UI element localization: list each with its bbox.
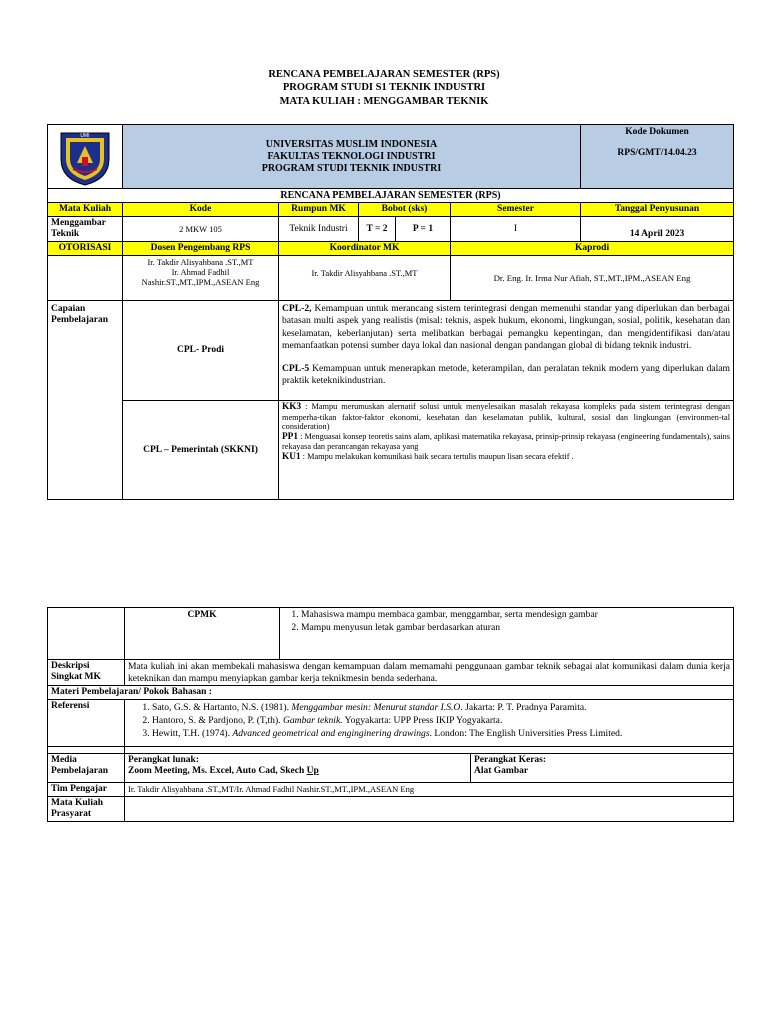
- prasyarat-value: [125, 797, 734, 822]
- col-header-bobot: Bobot (sks): [359, 203, 451, 217]
- doc-code-value: RPS/GMT/14.04.23: [617, 148, 697, 158]
- software-cell: [125, 754, 471, 783]
- logo-lettering: UMI: [80, 133, 90, 139]
- pp1-text: : Menguasai konsep teoretis sains alam, aplikasi matematika rekayasa, prinsip-prinsip rekayasa (engineering fundamentals), sains rekayasa dan perancangan rekayasa yang: [282, 431, 731, 452]
- course-rumpun: Teknik Industri: [279, 217, 359, 242]
- program-name: PROGRAM STUDI TEKNIK INDUSTRI: [261, 162, 442, 174]
- kk3-text: : Mampu merumuskan alernatif solusi untuk menyelesaikan masalah rekayasa kompleks pada sistem terintegrasi dengan memperha-tikan faktor-faktor ekonomi, kesehatan dan keselamatan publik, kultural, sosial dan lingkungan (environmen-tal consideration): [282, 402, 731, 432]
- materi-label: Materi Pembelajaran/ Pokok Bahasan :: [48, 686, 734, 700]
- tim-label: Tim Pengajar: [48, 783, 125, 797]
- course-code: 2 MKW 105: [123, 217, 279, 242]
- reference-item: 2. Hantoro, S. & Pardjono, P. (T,th). Gambar teknik. Yogyakarta: UPP Press IKIP Yogyakarta.: [152, 714, 730, 727]
- referensi-list: [128, 701, 730, 740]
- spacer-right: [125, 747, 734, 754]
- software-value: Zoom Meeting, Ms. Excel, Auto Cad, Skech Up: [128, 766, 319, 776]
- course-date: 14 April 2023: [581, 217, 734, 242]
- pp1-code: PP1: [282, 431, 299, 442]
- media-label: Media Pembelajaran: [48, 754, 125, 783]
- cpl-2-item: [282, 303, 730, 353]
- cpl-5-text: Kemampuan untuk menerapkan metode, keterampilan, dan peralatan teknik modern yang diperlukan dalam praktik keteknikindustrian.: [282, 362, 731, 387]
- pp1-item: [282, 432, 730, 452]
- doc-subtitle-program: PROGRAM STUDI S1 TEKNIK INDUSTRI: [282, 82, 486, 93]
- hardware-cell: [471, 754, 734, 783]
- dosen-name-2: Ir. Ahmad Fadhil Nashir.ST.,MT.,IPM.,ASEAN Eng: [141, 267, 260, 287]
- kk3-item: [282, 402, 730, 432]
- cpmk-content: [280, 608, 734, 660]
- reference-item: 1. Sato, G.S. & Hartanto, N.S. (1981). Menggambar mesin: Menurut standar I.S.O. Jakarta: P. T. Pradnya Paramita.: [152, 701, 730, 714]
- cpl-2-text: Kemampuan untuk merancang sistem terintegrasi dengan memenuhi standar yang diperlukan dan berbagai batasan multi aspek yang realistis (misal: teknis, aspek hukum, ekonomi, lingkungan, sosial, politik, kesehatan dan keselamatan, keberlanjutan) serta melibatkan berbagai pemangku kepentingan, dan mengidentifikasi dan/atau memanfaatkan potensi sumber daya lokal dan nasional dengan pandangan global di bidang teknik industri.: [282, 303, 731, 352]
- tim-value: Ir. Takdir Alisyahbana .ST.,MT/Ir. Ahmad Fadhil Nashir.ST.,MT.,IPM.,ASEAN Eng: [125, 783, 734, 797]
- dosen-header: Dosen Pengembang RPS: [123, 242, 279, 256]
- faculty-name: FAKULTAS TEKNOLOGI INDUSTRI: [267, 150, 436, 162]
- referensi-label: Referensi: [48, 700, 125, 747]
- col-header-rumpun: Rumpun MK: [279, 203, 359, 217]
- referensi-content: [125, 700, 734, 747]
- institution-cell: [123, 125, 581, 189]
- ku1-text: : Mampu melakukan komunikasi baik secara tertulis maupun lisan secara efektif .: [300, 451, 574, 461]
- doc-code-label: Kode Dokumen: [625, 127, 689, 137]
- hardware-value: Alat Gambar: [474, 766, 529, 776]
- deskripsi-label: Deskripsi Singkat MK: [48, 660, 125, 686]
- university-logo: [55, 129, 115, 187]
- cpl-5-code: CPL-5: [282, 362, 310, 374]
- kaprodi-name: Dr. Eng. Ir. Irma Nur Afiah, ST.,MT.,IPM.,ASEAN Eng: [451, 256, 734, 301]
- cpl-pemerintah-content: [279, 401, 734, 500]
- koordinator-header: Koordinator MK: [279, 242, 451, 256]
- software-label: Perangkat lunak:: [128, 755, 199, 765]
- cpl-5-item: [282, 363, 730, 388]
- course-bobot-praktik: P = 1: [396, 217, 451, 242]
- university-name: UNIVERSITAS MUSLIM INDONESIA: [265, 138, 438, 150]
- doc-code-cell: [581, 125, 734, 189]
- course-name: Menggambar Teknik: [48, 217, 123, 242]
- cpmk-item: 2. Mampu menyusun letak gambar berdasarkan aturan: [301, 622, 730, 635]
- cpmk-list: [283, 609, 730, 634]
- dosen-name-1: Ir. Takdir Alisyahbana .ST.,MT: [147, 257, 254, 267]
- cpl-pemerintah-label: CPL – Pemerintah (SKKNI): [123, 401, 279, 500]
- hardware-label: Perangkat Keras:: [474, 755, 547, 765]
- otorisasi-blank: [48, 256, 123, 301]
- dosen-names: [123, 256, 279, 301]
- col-header-tanggal: Tanggal Penyusunan: [581, 203, 734, 217]
- course-bobot-teori: T = 2: [359, 217, 396, 242]
- rps-title: RENCANA PEMBELAJARAN SEMESTER (RPS): [48, 189, 734, 203]
- cpmk-blank: [48, 608, 125, 660]
- kaprodi-header: Kaprodi: [451, 242, 734, 256]
- otorisasi-header: OTORISASI: [48, 242, 123, 256]
- koordinator-name: Ir. Takdir Alisyahbana .ST.,MT: [279, 256, 451, 301]
- reference-item: 3. Hewitt, T.H. (1974). Advanced geometrical and enginginering drawings. London: The English Universities Press Limited.: [152, 727, 730, 740]
- rps-continuation-table: [47, 607, 734, 822]
- cpl-2-code: CPL-2,: [282, 303, 312, 314]
- cpl-prodi-content: [279, 301, 734, 401]
- col-header-semester: Semester: [451, 203, 581, 217]
- kk3-code: KK3: [282, 402, 302, 412]
- cpl-prodi-label: CPL- Prodi: [123, 301, 279, 401]
- capaian-label: Capaian Pembelajaran: [48, 301, 123, 500]
- prasyarat-label: Mata Kuliah Prasyarat: [48, 797, 125, 822]
- deskripsi-text: Mata kuliah ini akan membekali mahasiswa dengan kemampuan dalam memamahi penggunaan gambar teknik sebagai alat komunikasi dalam dunia kerja keteknikan dan mampu menyiapkan gambar kerja teknikmesin benda sederhana.: [125, 660, 734, 686]
- rps-main-table: [47, 124, 734, 500]
- cpmk-item: 1. Mahasiswa mampu membaca gambar, menggambar, serta mendesign gambar: [301, 609, 730, 622]
- doc-subtitle-course: MATA KULIAH : MENGGAMBAR TEKNIK: [279, 96, 489, 107]
- col-header-kode: Kode: [123, 203, 279, 217]
- course-semester: I: [451, 217, 581, 242]
- spacer-left: [48, 747, 125, 754]
- ku1-item: [282, 452, 730, 463]
- col-header-mata-kuliah: Mata Kuliah: [48, 203, 123, 217]
- logo-cell: [48, 125, 123, 189]
- ku1-code: KU1: [282, 451, 301, 462]
- cpmk-label: CPMK: [125, 608, 280, 660]
- doc-title: RENCANA PEMBELAJARAN SEMESTER (RPS): [268, 69, 500, 80]
